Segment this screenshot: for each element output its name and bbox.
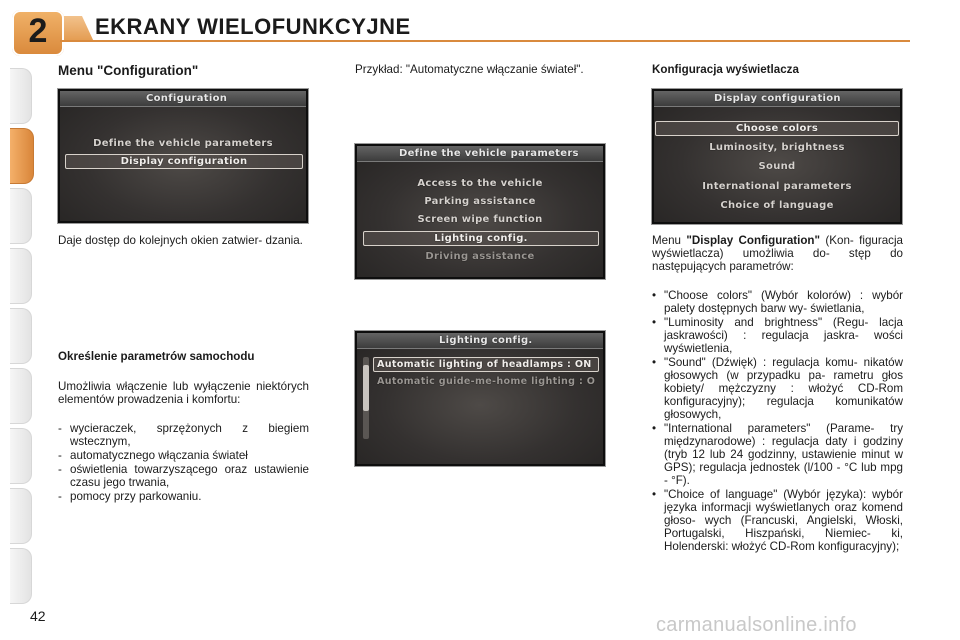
chapter-tab-decoration: [64, 16, 94, 42]
list-item: • "International parameters" (Parame- try międzynarodowe) : regulacja daty i godziny (tryb 12 lub 24 godzinny, ustawienie minut w GPS); regulacja jednostek (l/100 - °C lub mpg - °F).: [652, 422, 903, 487]
watermark: carmanualsonline.info: [656, 614, 857, 636]
screen-menu-item-selected[interactable]: Automatic lighting of headlamps : ON: [373, 357, 599, 372]
list-item: - pomocy przy parkowaniu.: [58, 490, 309, 503]
list-item: - oświetlenia towarzyszącego oraz ustawienie czasu jego trwania,: [58, 463, 309, 489]
list-item: • "Luminosity and brightness" (Regu- lacja jaskrawości) : regulacja jaskra- wości wyświetlenia,: [652, 316, 903, 355]
display-configuration-list: [652, 289, 903, 554]
configuration-caption: Daje dostęp do kolejnych okien zatwier- dzania.: [58, 234, 303, 247]
list-item: - automatycznego włączania świateł: [58, 449, 309, 462]
intro-rest: (Kon- figuracja wyświetlacza) umożliwia do- stęp do następujących parametrów:: [652, 234, 903, 273]
side-tab[interactable]: [10, 488, 32, 544]
screen-menu-item-selected[interactable]: Choose colors: [655, 121, 899, 136]
list-item: • "Sound" (Dźwięk) : regulacja komu- nikatów głosowych (w przypadku pa- rametru głos kobiety/ mężczyzny : włożyć CD-Rom konfiguracyjny); regulacja komunikatów głosowych,: [652, 356, 903, 421]
screen-title: Define the vehicle parameters: [357, 146, 603, 162]
screen-menu-item[interactable]: Define the vehicle parameters: [93, 138, 273, 149]
screen-menu-item-selected[interactable]: Lighting config.: [363, 231, 599, 246]
screen-menu-item[interactable]: Access to the vehicle: [417, 178, 543, 189]
screen-title: Configuration: [60, 91, 306, 107]
vehicle-parameters-heading: Określenie parametrów samochodu: [58, 350, 255, 363]
side-tab[interactable]: [10, 428, 32, 484]
list-item: • "Choice of language" (Wybór języka): wybór języka informacji wyświetlanych oraz komend głoso- wych (Francuski, Angielski, Włoski, Portugalski, Hiszpański, Niemiec- ki, Holenderski: włożyć CD-Rom konfiguracyjny);: [652, 488, 903, 553]
scrollbar-thumb[interactable]: [363, 365, 369, 411]
display-configuration-heading: Konfiguracja wyświetlacza: [652, 63, 799, 76]
example-text: Przykład: "Automatyczne włączanie świateł".: [355, 63, 584, 76]
side-tab-active[interactable]: [10, 128, 34, 184]
screen-title: Lighting config.: [357, 333, 603, 349]
intro-prefix: Menu: [652, 234, 682, 247]
side-tab[interactable]: [10, 68, 32, 124]
vehicle-parameters-list: [58, 422, 309, 504]
side-tab[interactable]: [10, 188, 32, 244]
side-tab[interactable]: [10, 248, 32, 304]
page-number: 42: [30, 608, 46, 624]
lighting-config-screen: [354, 330, 606, 467]
configuration-screen: [57, 88, 309, 224]
screen-scrollbar[interactable]: [363, 357, 369, 439]
screen-menu-item[interactable]: Driving assistance: [425, 251, 535, 262]
side-tab[interactable]: [10, 548, 32, 604]
chapter-number: 2: [28, 12, 48, 50]
header-rule: [60, 40, 910, 42]
intro-bold: "Display Configuration": [686, 234, 821, 247]
screen-menu-item[interactable]: Screen wipe function: [417, 214, 543, 225]
page-title: EKRANY WIELOFUNKCYJNE: [95, 14, 411, 39]
side-tab[interactable]: [10, 308, 32, 364]
configuration-menu-heading: Menu "Configuration": [58, 63, 199, 78]
page-header: [0, 0, 960, 50]
list-item: - wycieraczek, sprzężonych z biegiem wstecznym,: [58, 422, 309, 448]
screen-menu-item[interactable]: Luminosity, brightness: [709, 142, 845, 153]
screen-menu-item[interactable]: International parameters: [702, 181, 852, 192]
screen-menu-item[interactable]: Sound: [758, 161, 796, 172]
screen-menu-item[interactable]: Parking assistance: [424, 196, 536, 207]
screen-menu-item[interactable]: Automatic guide-me-home lighting : O: [377, 376, 596, 387]
screen-menu-item[interactable]: Choice of language: [720, 200, 834, 211]
list-item: • "Choose colors" (Wybór kolorów) : wybór palety dostępnych barw wy- świetlania,: [652, 289, 903, 315]
vehicle-parameters-body: Umożliwia włączenie lub wyłączenie niektórych elementów prowadzenia i komfortu:: [58, 380, 309, 406]
screen-title: Display configuration: [654, 91, 900, 107]
display-configuration-screen: [651, 88, 903, 225]
display-configuration-intro: [652, 234, 903, 273]
screen-menu-item-selected[interactable]: Display configuration: [65, 154, 303, 169]
side-tab[interactable]: [10, 368, 32, 424]
vehicle-parameters-screen: [354, 143, 606, 280]
chapter-side-tabs: [0, 62, 34, 582]
